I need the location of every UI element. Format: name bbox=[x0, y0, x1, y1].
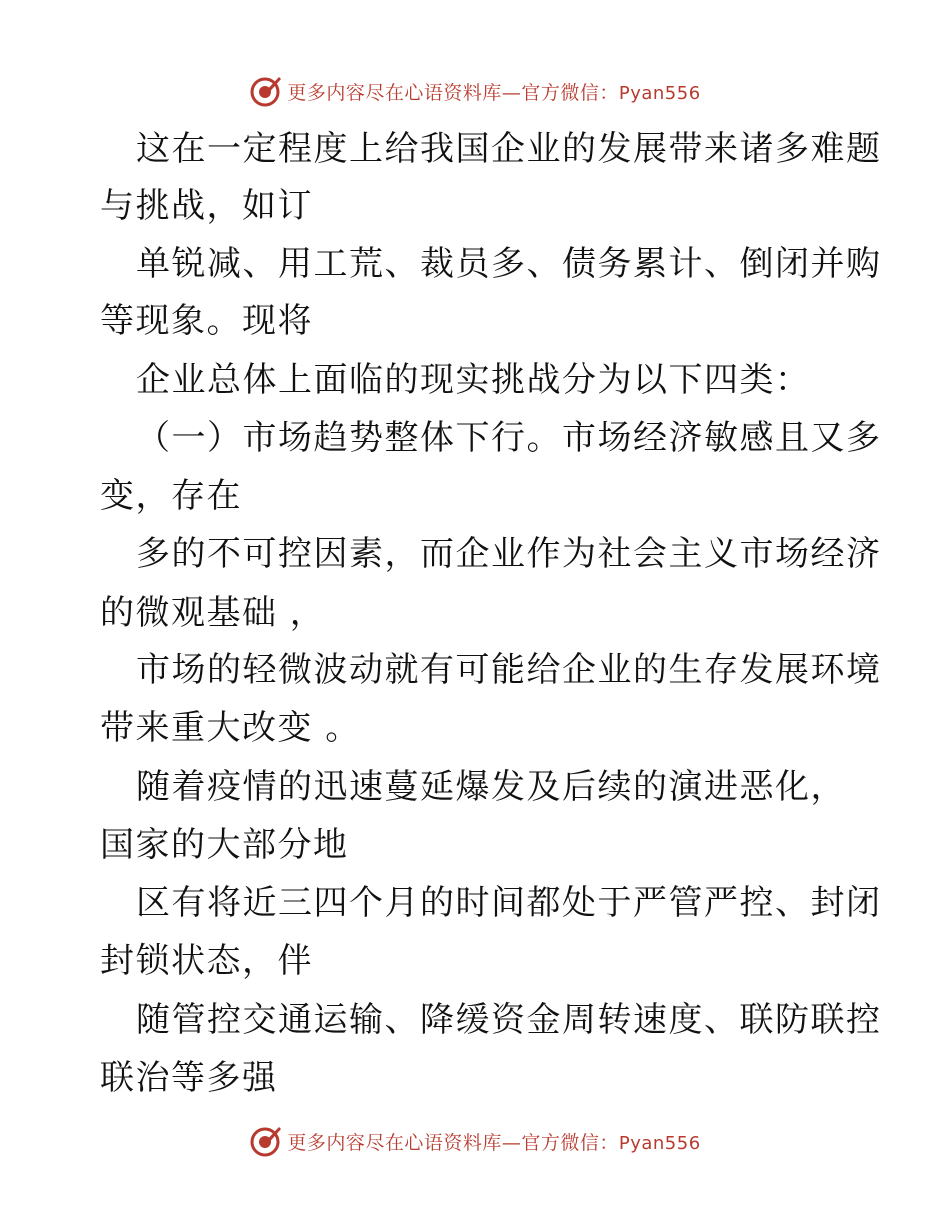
text-line: 随着疫情的迅速蔓延爆发及后续的演进恶化， bbox=[136, 767, 846, 807]
watermark-separator: — bbox=[501, 1131, 522, 1154]
text-line: 变，存在 bbox=[100, 476, 242, 516]
watermark-wechat-id: Pyan556 bbox=[618, 82, 701, 104]
quill-logo-icon bbox=[249, 1124, 283, 1158]
watermark-wechat-label: 官方微信： bbox=[521, 81, 619, 104]
text-line: 国家的大部分地 bbox=[100, 825, 349, 865]
text-line: 随管控交通运输、降缓资金周转速度、联防联控 bbox=[136, 1000, 882, 1040]
watermark-wechat-label: 官方微信： bbox=[521, 1131, 619, 1154]
text-line: 多的不可控因素，而企业作为社会主义市场经济 bbox=[136, 534, 882, 574]
text-line: 这在一定程度上给我国企业的发展带来诸多难题 bbox=[136, 129, 882, 169]
text-line: 等现象。现将 bbox=[100, 301, 313, 341]
footer-watermark bbox=[0, 1121, 950, 1161]
quill-logo-icon bbox=[249, 74, 283, 108]
text-line: 带来重大改变 。 bbox=[100, 708, 361, 748]
text-line: 市场的轻微波动就有可能给企业的生存发展环境 bbox=[136, 650, 882, 690]
watermark-brand: 更多内容尽在心语资料库 bbox=[287, 81, 502, 104]
text-line: 与挑战，如订 bbox=[100, 186, 313, 226]
text-line: （一）市场趋势整体下行。市场经济敏感且又多 bbox=[136, 418, 882, 458]
text-line: 联治等多强 bbox=[100, 1058, 278, 1098]
watermark-brand: 更多内容尽在心语资料库 bbox=[287, 1131, 502, 1154]
text-line: 单锐减、用工荒、裁员多、债务累计、倒闭并购 bbox=[136, 244, 882, 284]
text-line: 区有将近三四个月的时间都处于严管严控、封闭 bbox=[136, 883, 882, 923]
header-watermark bbox=[0, 71, 950, 111]
watermark-separator: — bbox=[501, 81, 522, 104]
text-line: 的微观基础 ， bbox=[100, 593, 326, 633]
watermark-wechat-id: Pyan556 bbox=[618, 1132, 701, 1154]
text-line: 封锁状态，伴 bbox=[100, 941, 313, 981]
text-line: 企业总体上面临的现实挑战分为以下四类： bbox=[136, 360, 811, 400]
